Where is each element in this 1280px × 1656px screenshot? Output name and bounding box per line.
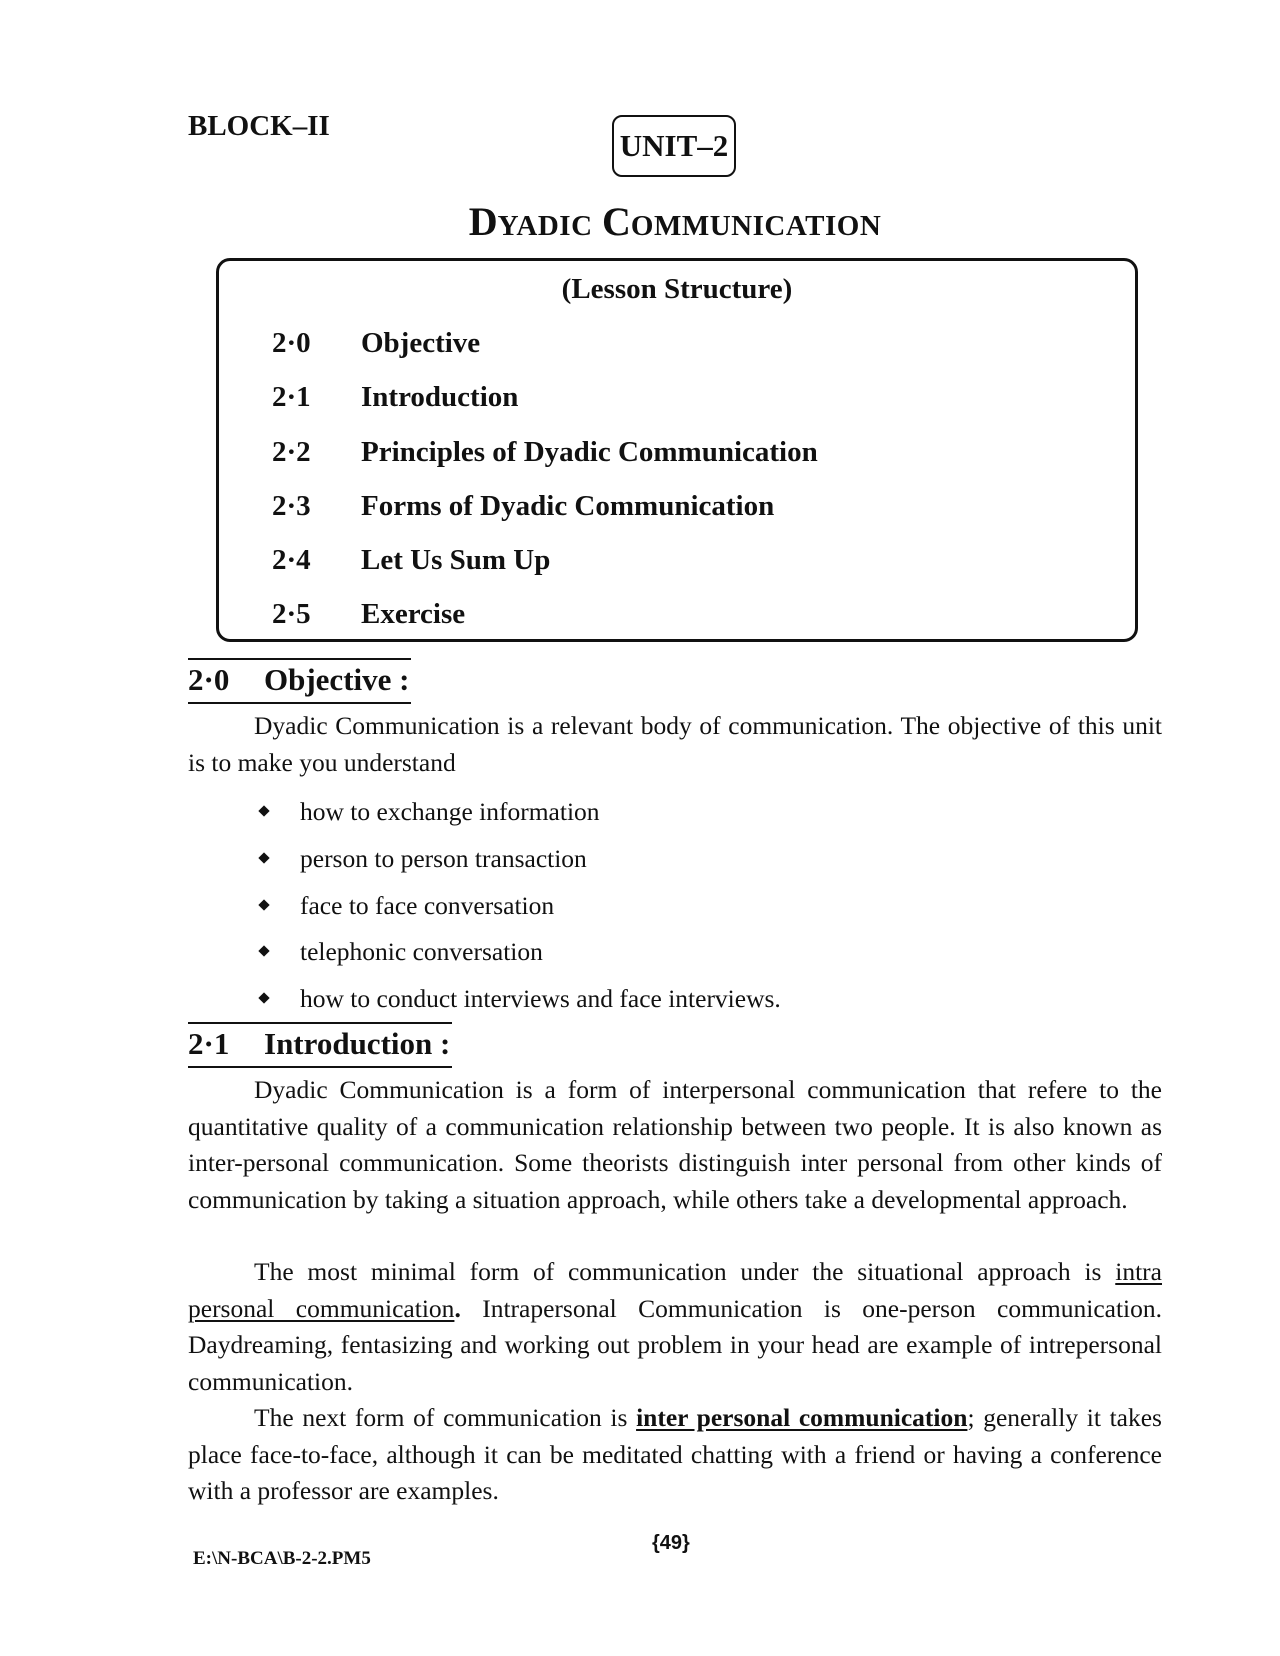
toc-item-sum-up: [272, 544, 550, 577]
intrapersonal-term: intra personal communication: [188, 1257, 1162, 1323]
title-yadic: YADIC: [497, 210, 593, 242]
section-heading-introduction: [188, 1022, 452, 1068]
toc-num: 2·4: [272, 544, 311, 576]
toc-title: Let Us Sum Up: [361, 544, 551, 576]
objective-bullet-list: [255, 794, 781, 1028]
page-title: [0, 198, 1280, 245]
lesson-structure-box: [216, 258, 1138, 642]
toc-title: Objective: [361, 327, 481, 359]
title-initial-c: C: [602, 199, 631, 244]
unit-label: UNIT–2: [619, 128, 729, 163]
footer-file-path: E:\N-BCA\B-2-2.PM5: [193, 1548, 371, 1569]
block-label: BLOCK–II: [188, 110, 330, 142]
para3-text-a: The next form of communication is: [254, 1403, 637, 1432]
introduction-paragraph-2: [188, 1254, 1162, 1400]
bullet-item: face to face conversation: [255, 888, 781, 935]
introduction-paragraph-3: [188, 1400, 1162, 1510]
unit-label-box: [612, 115, 736, 177]
toc-item-exercise: [272, 598, 465, 631]
toc-num: 2·5: [272, 598, 311, 630]
para2-period: .: [454, 1293, 461, 1323]
section-title: Introduction :: [264, 1026, 451, 1061]
para2-text-b: Intrapersonal Communication is one-person communication. Daydreaming, fentasizing and working out problem in your head are example of intrepersonal communication.: [188, 1293, 1163, 1396]
toc-item-objective: [272, 327, 480, 360]
section-title: Objective :: [264, 662, 410, 697]
lesson-structure-heading: (Lesson Structure): [561, 273, 793, 305]
title-initial-d: D: [468, 199, 498, 244]
toc-item-principles: [272, 436, 818, 469]
section-number: 2·0: [188, 662, 230, 697]
toc-title: Forms of Dyadic Communication: [361, 490, 775, 522]
toc-num: 2·0: [272, 327, 311, 359]
toc-item-forms: [272, 490, 774, 523]
toc-title: Introduction: [361, 381, 519, 413]
bullet-item: how to exchange information: [255, 794, 781, 841]
section-number: 2·1: [188, 1026, 230, 1061]
toc-title: Principles of Dyadic Communication: [361, 436, 818, 468]
toc-num: 2·3: [272, 490, 311, 522]
para2-text-a: The most minimal form of communication under the situational approach is: [254, 1257, 1116, 1286]
introduction-paragraph-1: Dyadic Communication is a form of interpersonal communication that refere to the quantitative quality of a communication relationship between two people. It is also known as inter-personal communication. Some theorists distinguish inter personal from other kinds of communication by taking a situation approach, while others take a developmental approach.: [188, 1075, 1162, 1214]
objective-intro-paragraph: Dyadic Communication is a relevant body of communication. The objective of this unit is to make you understand: [188, 711, 1162, 777]
bullet-item: person to person transaction: [255, 841, 781, 888]
section-heading-objective: [188, 658, 411, 704]
bullet-item: telephonic conversation: [255, 934, 781, 981]
page-number: {49}: [652, 1532, 690, 1554]
toc-num: 2·1: [272, 381, 311, 413]
toc-item-introduction: [272, 381, 518, 414]
bullet-item: how to conduct interviews and face interviews.: [255, 981, 781, 1028]
toc-title: Exercise: [361, 598, 466, 630]
toc-num: 2·2: [272, 436, 311, 468]
title-ommunication: OMMUNICATION: [630, 210, 882, 242]
para3-text-b: ; generally it takes place face-to-face, although it can be meditated chatting with a friend or having a conference with a professor are examples.: [188, 1403, 1162, 1506]
interpersonal-term: inter personal communication: [636, 1403, 968, 1432]
